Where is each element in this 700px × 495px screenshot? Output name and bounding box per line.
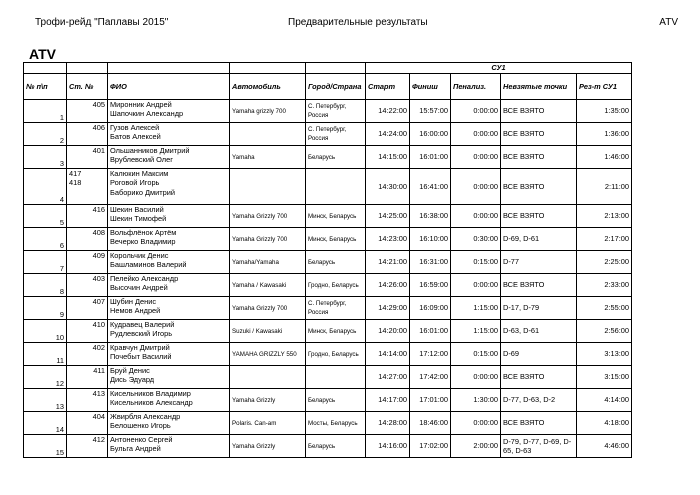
result-cell: 2:13:00 <box>577 205 632 228</box>
place-cell: 6 <box>24 228 67 251</box>
start-time-cell: 14:16:00 <box>366 435 410 458</box>
crew-names-cell <box>108 366 230 389</box>
vehicle-cell: Yamaha Grizzly 700 <box>230 297 306 320</box>
penalty-cell: 0:15:00 <box>451 343 501 366</box>
crew-member-name: Корольчик Денис <box>110 251 169 260</box>
table-row <box>24 343 632 366</box>
document-title: Предварительные результаты <box>288 17 428 28</box>
crew-names-cell <box>108 412 230 435</box>
finish-time-cell: 16:10:00 <box>410 228 451 251</box>
column-header: ФИО <box>108 74 230 100</box>
column-header: № п\п <box>24 74 67 100</box>
finish-time-cell: 15:57:00 <box>410 100 451 123</box>
vehicle-cell: Yamaha Grizzly 700 <box>230 205 306 228</box>
city-cell: Гродно, Беларусь <box>306 274 366 297</box>
place-cell: 14 <box>24 412 67 435</box>
crew-member-name: Высочин Андрей <box>110 283 168 293</box>
finish-time-cell: 18:46:00 <box>410 412 451 435</box>
missed-points-cell: D-63, D-61 <box>501 320 577 343</box>
start-time-cell: 14:27:00 <box>366 366 410 389</box>
place-cell: 12 <box>24 366 67 389</box>
crew-names-cell <box>108 146 230 169</box>
start-time-cell: 14:22:00 <box>366 100 410 123</box>
place-cell: 4 <box>24 169 67 205</box>
missed-points-cell: ВСЕ ВЗЯТО <box>501 100 577 123</box>
penalty-cell: 0:00:00 <box>451 169 501 205</box>
start-time-cell: 14:29:00 <box>366 297 410 320</box>
penalty-cell: 2:00:00 <box>451 435 501 458</box>
missed-points-cell: D-77 <box>501 251 577 274</box>
table-row <box>24 169 632 205</box>
result-cell: 4:14:00 <box>577 389 632 412</box>
vehicle-cell: Yamaha / Kawasaki <box>230 274 306 297</box>
crew-member-name: Шапочкин Александр <box>110 109 184 119</box>
table-row <box>24 205 632 228</box>
start-time-cell: 14:20:00 <box>366 320 410 343</box>
table-row <box>24 100 632 123</box>
place-cell: 7 <box>24 251 67 274</box>
crew-names-cell <box>108 435 230 458</box>
city-cell: Гродно, Беларусь <box>306 343 366 366</box>
stage-group-header: СУ1 <box>366 63 632 74</box>
place-cell: 10 <box>24 320 67 343</box>
place-cell: 5 <box>24 205 67 228</box>
header-empty <box>24 63 67 74</box>
finish-time-cell: 16:09:00 <box>410 297 451 320</box>
penalty-cell: 0:00:00 <box>451 100 501 123</box>
table-row <box>24 389 632 412</box>
column-header: Старт <box>366 74 410 100</box>
table-row <box>24 320 632 343</box>
start-time-cell: 14:25:00 <box>366 205 410 228</box>
penalty-cell: 0:00:00 <box>451 146 501 169</box>
city-cell: Мосты, Беларусь <box>306 412 366 435</box>
penalty-cell: 0:00:00 <box>451 274 501 297</box>
place-cell: 2 <box>24 123 67 146</box>
column-header: Рез-т СУ1 <box>577 74 632 100</box>
result-cell: 2:17:00 <box>577 228 632 251</box>
crew-member-name: Шекин Тимофей <box>110 214 167 224</box>
vehicle-cell: Polaris. Can-am <box>230 412 306 435</box>
crew-member-name: Ольшанников Дмитрий <box>110 146 190 155</box>
finish-time-cell: 16:01:00 <box>410 146 451 169</box>
vehicle-cell <box>230 123 306 146</box>
city-cell: Беларусь <box>306 389 366 412</box>
table-row <box>24 297 632 320</box>
start-time-cell: 14:24:00 <box>366 123 410 146</box>
result-cell: 1:36:00 <box>577 123 632 146</box>
crew-member-name: Батов Алексей <box>110 132 161 142</box>
start-time-cell: 14:15:00 <box>366 146 410 169</box>
city-cell <box>306 366 366 389</box>
result-cell: 4:46:00 <box>577 435 632 458</box>
crew-names-cell <box>108 251 230 274</box>
finish-time-cell: 17:02:00 <box>410 435 451 458</box>
table-row <box>24 274 632 297</box>
finish-time-cell: 16:59:00 <box>410 274 451 297</box>
section-title: ATV <box>29 46 56 62</box>
missed-points-cell: ВСЕ ВЗЯТО <box>501 146 577 169</box>
result-cell: 3:15:00 <box>577 366 632 389</box>
city-cell <box>306 169 366 205</box>
crew-member-name: Башламинов Валерий <box>110 260 187 270</box>
penalty-cell: 0:00:00 <box>451 205 501 228</box>
penalty-cell: 1:15:00 <box>451 320 501 343</box>
start-number-cell: 403 <box>67 274 108 297</box>
missed-points-cell: ВСЕ ВЗЯТО <box>501 412 577 435</box>
place-cell: 13 <box>24 389 67 412</box>
finish-time-cell: 16:41:00 <box>410 169 451 205</box>
crew-member-name: Немов Андрей <box>110 306 161 316</box>
start-number-cell: 406 <box>67 123 108 146</box>
missed-points-cell: D-69 <box>501 343 577 366</box>
crew-member-name: Почебыт Василий <box>110 352 172 362</box>
crew-member-name: Кравчун Дмитрий <box>110 343 170 352</box>
city-cell: Беларусь <box>306 251 366 274</box>
column-header: Пенализ. <box>451 74 501 100</box>
header-empty <box>108 63 230 74</box>
penalty-cell: 0:00:00 <box>451 123 501 146</box>
column-header: Финиш <box>410 74 451 100</box>
table-row <box>24 366 632 389</box>
start-time-cell: 14:17:00 <box>366 389 410 412</box>
crew-member-name: Баборико Дмитрий <box>110 187 175 197</box>
missed-points-cell: D-77, D-63, D-2 <box>501 389 577 412</box>
column-header: Город/Страна <box>306 74 366 100</box>
start-number-cell: 407 <box>67 297 108 320</box>
vehicle-cell <box>230 366 306 389</box>
result-cell: 2:33:00 <box>577 274 632 297</box>
crew-member-name: Роговой Игорь <box>110 178 160 188</box>
city-cell: Беларусь <box>306 146 366 169</box>
table-row <box>24 228 632 251</box>
crew-names-cell <box>108 343 230 366</box>
crew-member-name: Кисельников Владимир <box>110 389 191 398</box>
column-header: Ст. № <box>67 74 108 100</box>
missed-points-cell: ВСЕ ВЗЯТО <box>501 123 577 146</box>
start-number-cell: 402 <box>67 343 108 366</box>
missed-points-cell: ВСЕ ВЗЯТО <box>501 169 577 205</box>
start-time-cell: 14:14:00 <box>366 343 410 366</box>
result-cell: 2:56:00 <box>577 320 632 343</box>
start-number-cell: 412 <box>67 435 108 458</box>
result-cell: 4:18:00 <box>577 412 632 435</box>
crew-member-name: Пелейко Александр <box>110 274 179 283</box>
column-header: Невзятые точки <box>501 74 577 100</box>
finish-time-cell: 16:00:00 <box>410 123 451 146</box>
header-empty <box>67 63 108 74</box>
event-title: Трофи-рейд "Паплавы 2015" <box>35 17 169 28</box>
penalty-cell: 0:30:00 <box>451 228 501 251</box>
missed-points-cell: ВСЕ ВЗЯТО <box>501 366 577 389</box>
vehicle-cell: Yamaha grizzly 700 <box>230 100 306 123</box>
start-time-cell: 14:28:00 <box>366 412 410 435</box>
crew-names-cell <box>108 320 230 343</box>
crew-member-name: Миронник Андрей <box>110 100 172 109</box>
start-number-cell: 404 <box>67 412 108 435</box>
start-time-cell: 14:21:00 <box>366 251 410 274</box>
city-cell: С. Петербург, Россия <box>306 297 366 320</box>
start-number-cell: 409 <box>67 251 108 274</box>
crew-member-name: Кудравец Валерий <box>110 320 175 329</box>
penalty-cell: 1:30:00 <box>451 389 501 412</box>
vehicle-cell <box>230 169 306 205</box>
crew-member-name: Шубин Денис <box>110 297 157 306</box>
crew-member-name: Кисельников Александр <box>110 398 193 408</box>
result-cell: 1:35:00 <box>577 100 632 123</box>
column-header: Автомобиль <box>230 74 306 100</box>
finish-time-cell: 16:01:00 <box>410 320 451 343</box>
crew-member-name: Бульга Андрей <box>110 444 161 454</box>
crew-names-cell <box>108 297 230 320</box>
result-cell: 3:13:00 <box>577 343 632 366</box>
results-table <box>23 62 632 458</box>
place-cell: 15 <box>24 435 67 458</box>
table-row <box>24 146 632 169</box>
start-number-cell: 408 <box>67 228 108 251</box>
missed-points-cell: D-69, D-61 <box>501 228 577 251</box>
header-empty <box>306 63 366 74</box>
start-number-cell: 410 <box>67 320 108 343</box>
finish-time-cell: 17:42:00 <box>410 366 451 389</box>
result-cell: 2:25:00 <box>577 251 632 274</box>
city-cell: Минск, Беларусь <box>306 205 366 228</box>
finish-time-cell: 16:38:00 <box>410 205 451 228</box>
finish-time-cell: 17:12:00 <box>410 343 451 366</box>
table-row <box>24 412 632 435</box>
crew-names-cell <box>108 389 230 412</box>
start-number-cell: 413 <box>67 389 108 412</box>
missed-points-cell: D-17, D-79 <box>501 297 577 320</box>
missed-points-cell: D-79, D-77, D-69, D-65, D-63 <box>501 435 577 458</box>
vehicle-cell: Yamaha/Yamaha <box>230 251 306 274</box>
city-cell: С. Петербург, Россия <box>306 123 366 146</box>
vehicle-cell: YAMAHA GRIZZLY 550 <box>230 343 306 366</box>
start-time-cell: 14:23:00 <box>366 228 410 251</box>
missed-points-cell: ВСЕ ВЗЯТО <box>501 205 577 228</box>
result-cell: 2:55:00 <box>577 297 632 320</box>
result-cell: 1:46:00 <box>577 146 632 169</box>
crew-names-cell <box>108 205 230 228</box>
crew-member-name: Гузов Алексей <box>110 123 160 132</box>
start-number-cell: 411 <box>67 366 108 389</box>
place-cell: 9 <box>24 297 67 320</box>
vehicle-cell: Yamaha Grizzly 700 <box>230 228 306 251</box>
table-row <box>24 251 632 274</box>
crew-member-name: Рудлевский Игорь <box>110 329 173 339</box>
finish-time-cell: 16:31:00 <box>410 251 451 274</box>
vehicle-cell: Yamaha <box>230 146 306 169</box>
crew-names-cell <box>108 100 230 123</box>
city-cell: Беларусь <box>306 435 366 458</box>
city-cell: Минск, Беларусь <box>306 228 366 251</box>
penalty-cell: 0:00:00 <box>451 412 501 435</box>
crew-member-name: Врублевский Олег <box>110 155 173 165</box>
crew-names-cell <box>108 274 230 297</box>
table-row <box>24 435 632 458</box>
start-time-cell: 14:26:00 <box>366 274 410 297</box>
header-empty <box>230 63 306 74</box>
start-number-cell: 405 <box>67 100 108 123</box>
finish-time-cell: 17:01:00 <box>410 389 451 412</box>
category-label: ATV <box>659 17 678 28</box>
crew-member-name: Жвирбля Александр <box>110 412 181 421</box>
crew-names-cell <box>108 228 230 251</box>
crew-names-cell <box>108 169 230 205</box>
crew-member-name: Дись Эдуард <box>110 375 155 385</box>
start-number-cell: 417 418 <box>67 169 108 205</box>
vehicle-cell: Yamaha Grizzly <box>230 389 306 412</box>
place-cell: 3 <box>24 146 67 169</box>
place-cell: 8 <box>24 274 67 297</box>
crew-member-name: Вольфлёнок Артём <box>110 228 177 237</box>
city-cell: С. Петербург, Россия <box>306 100 366 123</box>
place-cell: 1 <box>24 100 67 123</box>
result-cell: 2:11:00 <box>577 169 632 205</box>
crew-member-name: Бруй Денис <box>110 366 150 375</box>
penalty-cell: 0:15:00 <box>451 251 501 274</box>
penalty-cell: 0:00:00 <box>451 366 501 389</box>
start-number-cell: 401 <box>67 146 108 169</box>
start-time-cell: 14:30:00 <box>366 169 410 205</box>
start-number-cell: 416 <box>67 205 108 228</box>
vehicle-cell: Suzuki / Kawasaki <box>230 320 306 343</box>
table-row <box>24 123 632 146</box>
crew-member-name: Шекин Василий <box>110 205 164 214</box>
crew-member-name: Калюкин Максим <box>110 169 169 178</box>
place-cell: 11 <box>24 343 67 366</box>
vehicle-cell: Yamaha Grizzly <box>230 435 306 458</box>
missed-points-cell: ВСЕ ВЗЯТО <box>501 274 577 297</box>
crew-member-name: Антоненко Сергей <box>110 435 173 444</box>
penalty-cell: 1:15:00 <box>451 297 501 320</box>
city-cell: Минск, Беларусь <box>306 320 366 343</box>
crew-names-cell <box>108 123 230 146</box>
crew-member-name: Вечерко Владимир <box>110 237 176 247</box>
crew-member-name: Белошенко Игорь <box>110 421 171 431</box>
